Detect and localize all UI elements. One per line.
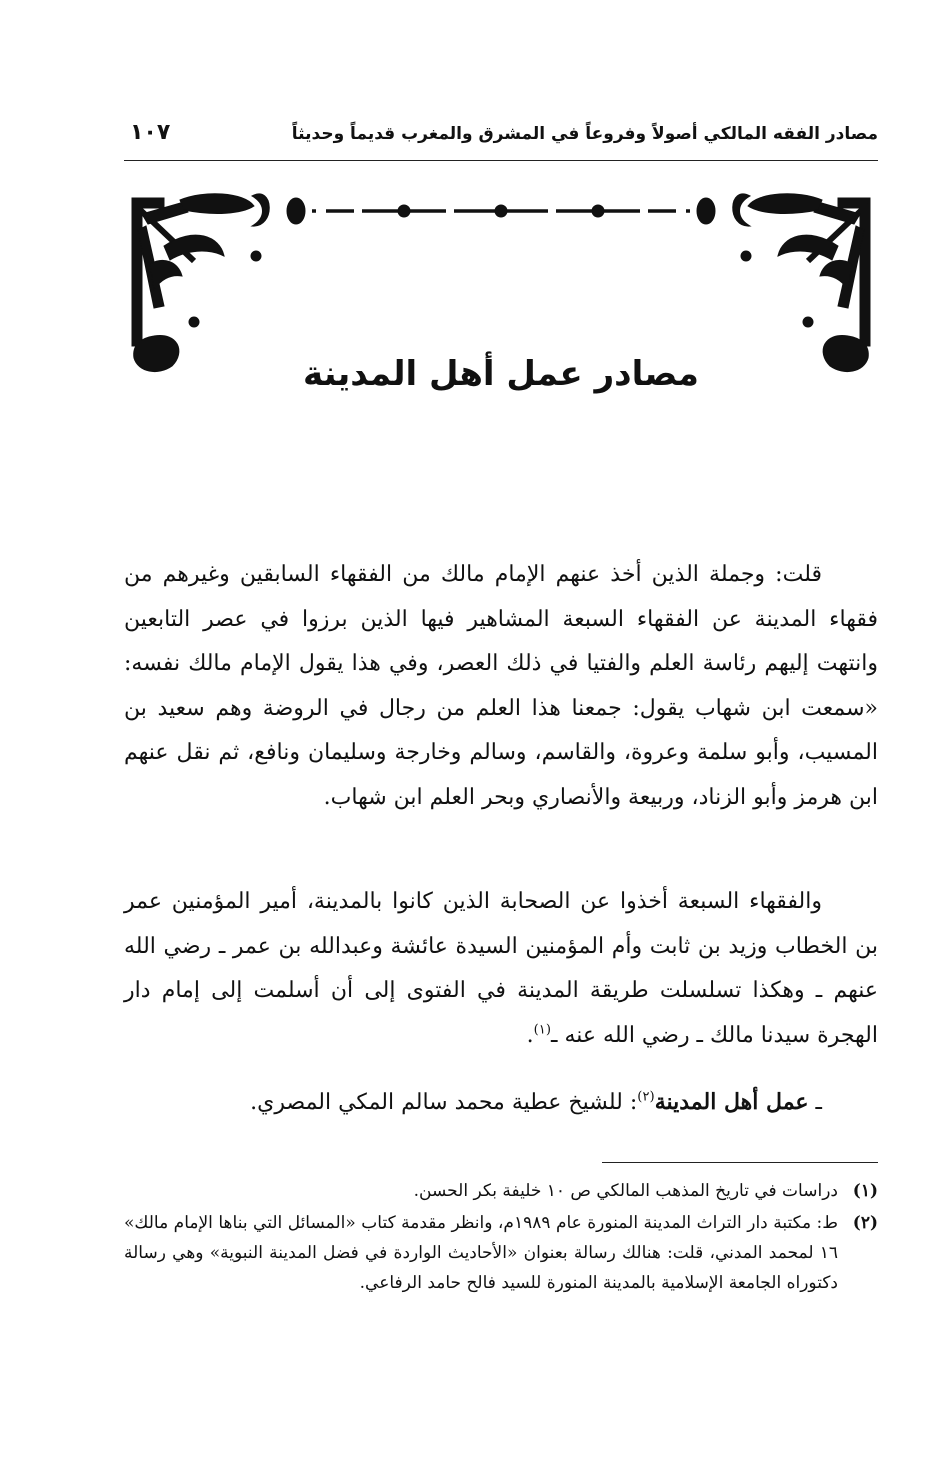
footnotes: [124, 1176, 878, 1300]
chapter-ornament: [124, 186, 878, 376]
reference-dash: ـ: [815, 1090, 822, 1115]
header-rule: [124, 160, 878, 161]
footnote-1: [124, 1176, 878, 1206]
footnote-rule: [602, 1162, 878, 1163]
paragraph-2-end: .: [526, 1022, 534, 1048]
footnote-mark: (٢): [852, 1213, 878, 1233]
ornament-left-corner: [132, 194, 269, 372]
body-paragraph-1: [124, 553, 878, 820]
body-paragraph-2: [124, 880, 878, 1058]
reference-text: : للشيخ عطية محمد سالم المكي المصري.: [250, 1090, 638, 1115]
paragraph-1-text: قلت: وجملة الذين أخذ عنهم الإمام مالك من الفقهاء السابقين وغيرهم من فقهاء المدينة عن الفقهاء السبعة المشاهير فيها الذين برزوا في عصر التابعين وانتهت إليهم رئاسة العلم والفتيا في ذلك العصر، وفي هذا يقول الإمام مالك نفسه: «سمعت ابن شهاب يقول: جمعنا هذا العلم من رجال في الروضة وهم سعيد بن المسيب، وأبو سلمة وعروة، والقاسم، وسالم وخارجة وسليمان ونافع، ثم نقل عنهم ابن هرمز وأبو الزناد، وربيعة والأنصاري وبحر العلم ابن شهاب.: [124, 562, 878, 810]
paragraph-2-text: والفقهاء السبعة أخذوا عن الصحابة الذين كانوا بالمدينة، أمير المؤمنين عمر بن الخطاب وزيد بن ثابت وأم المؤمنين السيدة عائشة وعبدالله بن عمر ـ رضي الله عنهم ـ وهكذا تسلسلت طريقة المدينة في الفتوى إلى أن أسلمت إلى إمام دار الهجرة سيدنا مالك ـ رضي الله عنه ـ: [124, 889, 878, 1048]
reference-title: عمل أهل المدينة: [654, 1089, 809, 1115]
page-number: ١٠٧: [130, 120, 171, 145]
footnote-text: دراسات في تاريخ المذهب المالكي ص ١٠ خليفة بكر الحسن.: [413, 1181, 838, 1201]
running-title: مصادر الفقه المالكي أصولاً وفروعاً في المشرق والمغرب قديماً وحديثاً: [291, 124, 878, 144]
footnote-mark: (١): [852, 1181, 878, 1201]
ornament-center-line: [287, 198, 715, 224]
reference-line: [124, 1080, 878, 1125]
footnote-ref-1[interactable]: (١): [533, 1022, 552, 1038]
footnote-ref-2[interactable]: (٢): [637, 1089, 655, 1105]
ornament-right-corner: [733, 194, 870, 372]
chapter-title: مصادر عمل أهل المدينة: [303, 354, 699, 394]
footnote-text: ط: مكتبة دار التراث المدينة المنورة عام ١٩٨٩م، وانظر مقدمة كتاب «المسائل التي بناها الإمام مالك» ١٦ لمحمد المدني، قلت: هنالك رسالة بعنوان «الأحاديث الواردة في فضل المدينة النبوية» وهي رسالة دكتوراه الجامعة الإسلامية بالمدينة المنورة للسيد فالح حامد الرفاعي.: [124, 1213, 838, 1293]
footnote-2: [124, 1208, 878, 1298]
running-header: [124, 118, 878, 158]
